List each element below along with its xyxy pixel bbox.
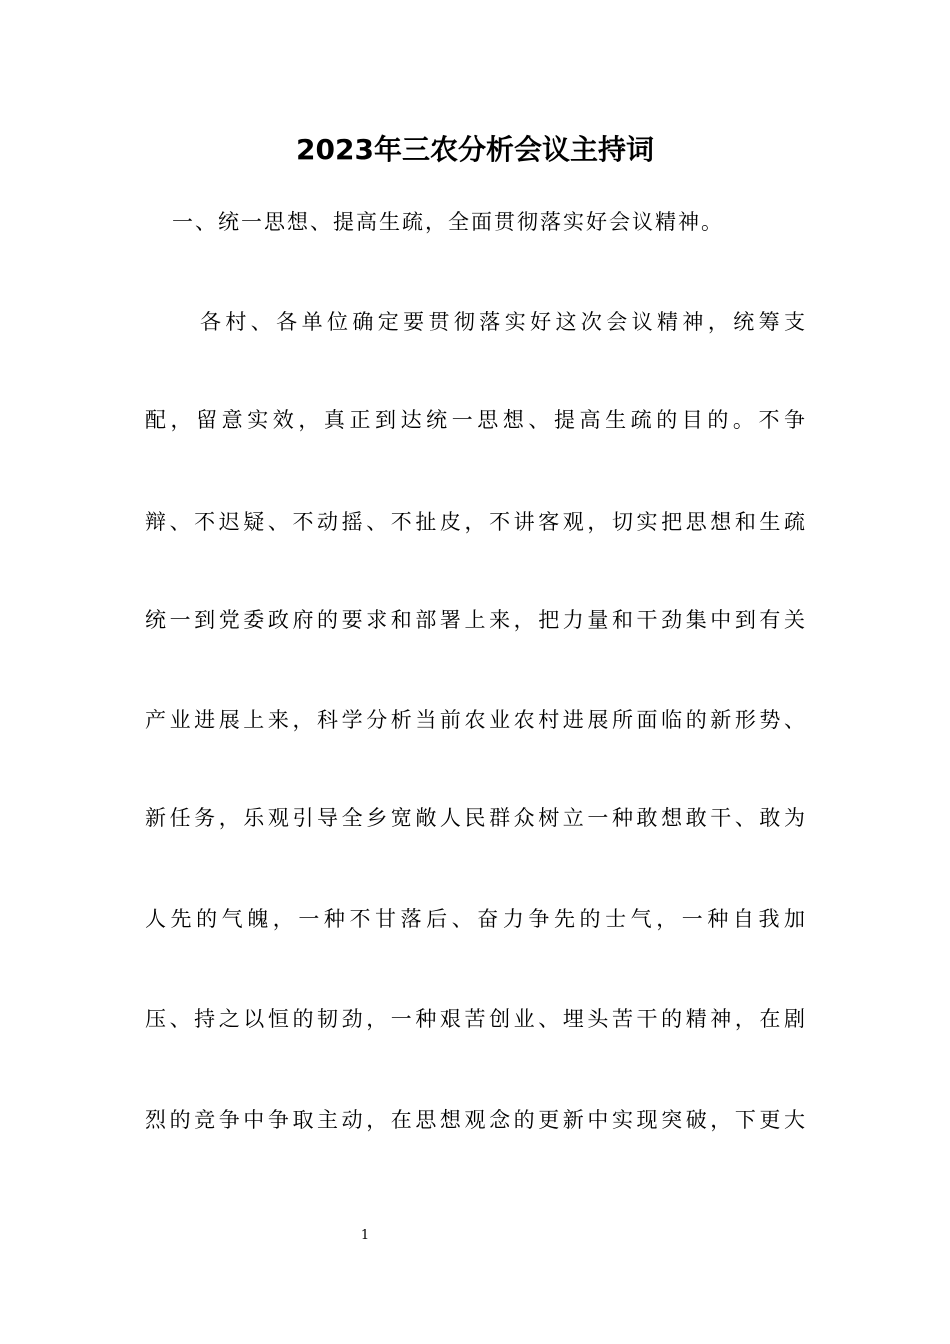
section-heading: 一、统一思想、提高生疏，全面贯彻落实好会议精神。 (172, 210, 724, 234)
paragraph-line: 新任务，乐观引导全乡宽敞人民群众树立一种敢想敢干、敢为 (145, 806, 805, 830)
paragraph-line: 辩、不迟疑、不动摇、不扯皮，不讲客观，切实把思想和生疏 (145, 510, 805, 534)
paragraph-line: 统一到党委政府的要求和部署上来，把力量和干劲集中到有关 (145, 608, 805, 632)
paragraph-line: 烈的竞争中争取主动，在思想观念的更新中实现突破，下更大 (145, 1108, 805, 1132)
paragraph-line: 配，留意实效，真正到达统一思想、提高生疏的目的。不争 (145, 408, 805, 432)
page-number: 1 (360, 1228, 370, 1243)
paragraph-line: 人先的气魄，一种不甘落后、奋力争先的士气，一种自我加 (145, 907, 805, 931)
paragraph-line: 压、持之以恒的韧劲，一种艰苦创业、埋头苦干的精神，在剧 (145, 1007, 805, 1031)
paragraph-line: 各村、各单位确定要贯彻落实好这次会议精神，统筹支 (200, 310, 805, 334)
document-title: 2023年三农分析会议主持词 (296, 133, 654, 166)
paragraph-line: 产业进展上来，科学分析当前农业农村进展所面临的新形势、 (145, 708, 805, 732)
